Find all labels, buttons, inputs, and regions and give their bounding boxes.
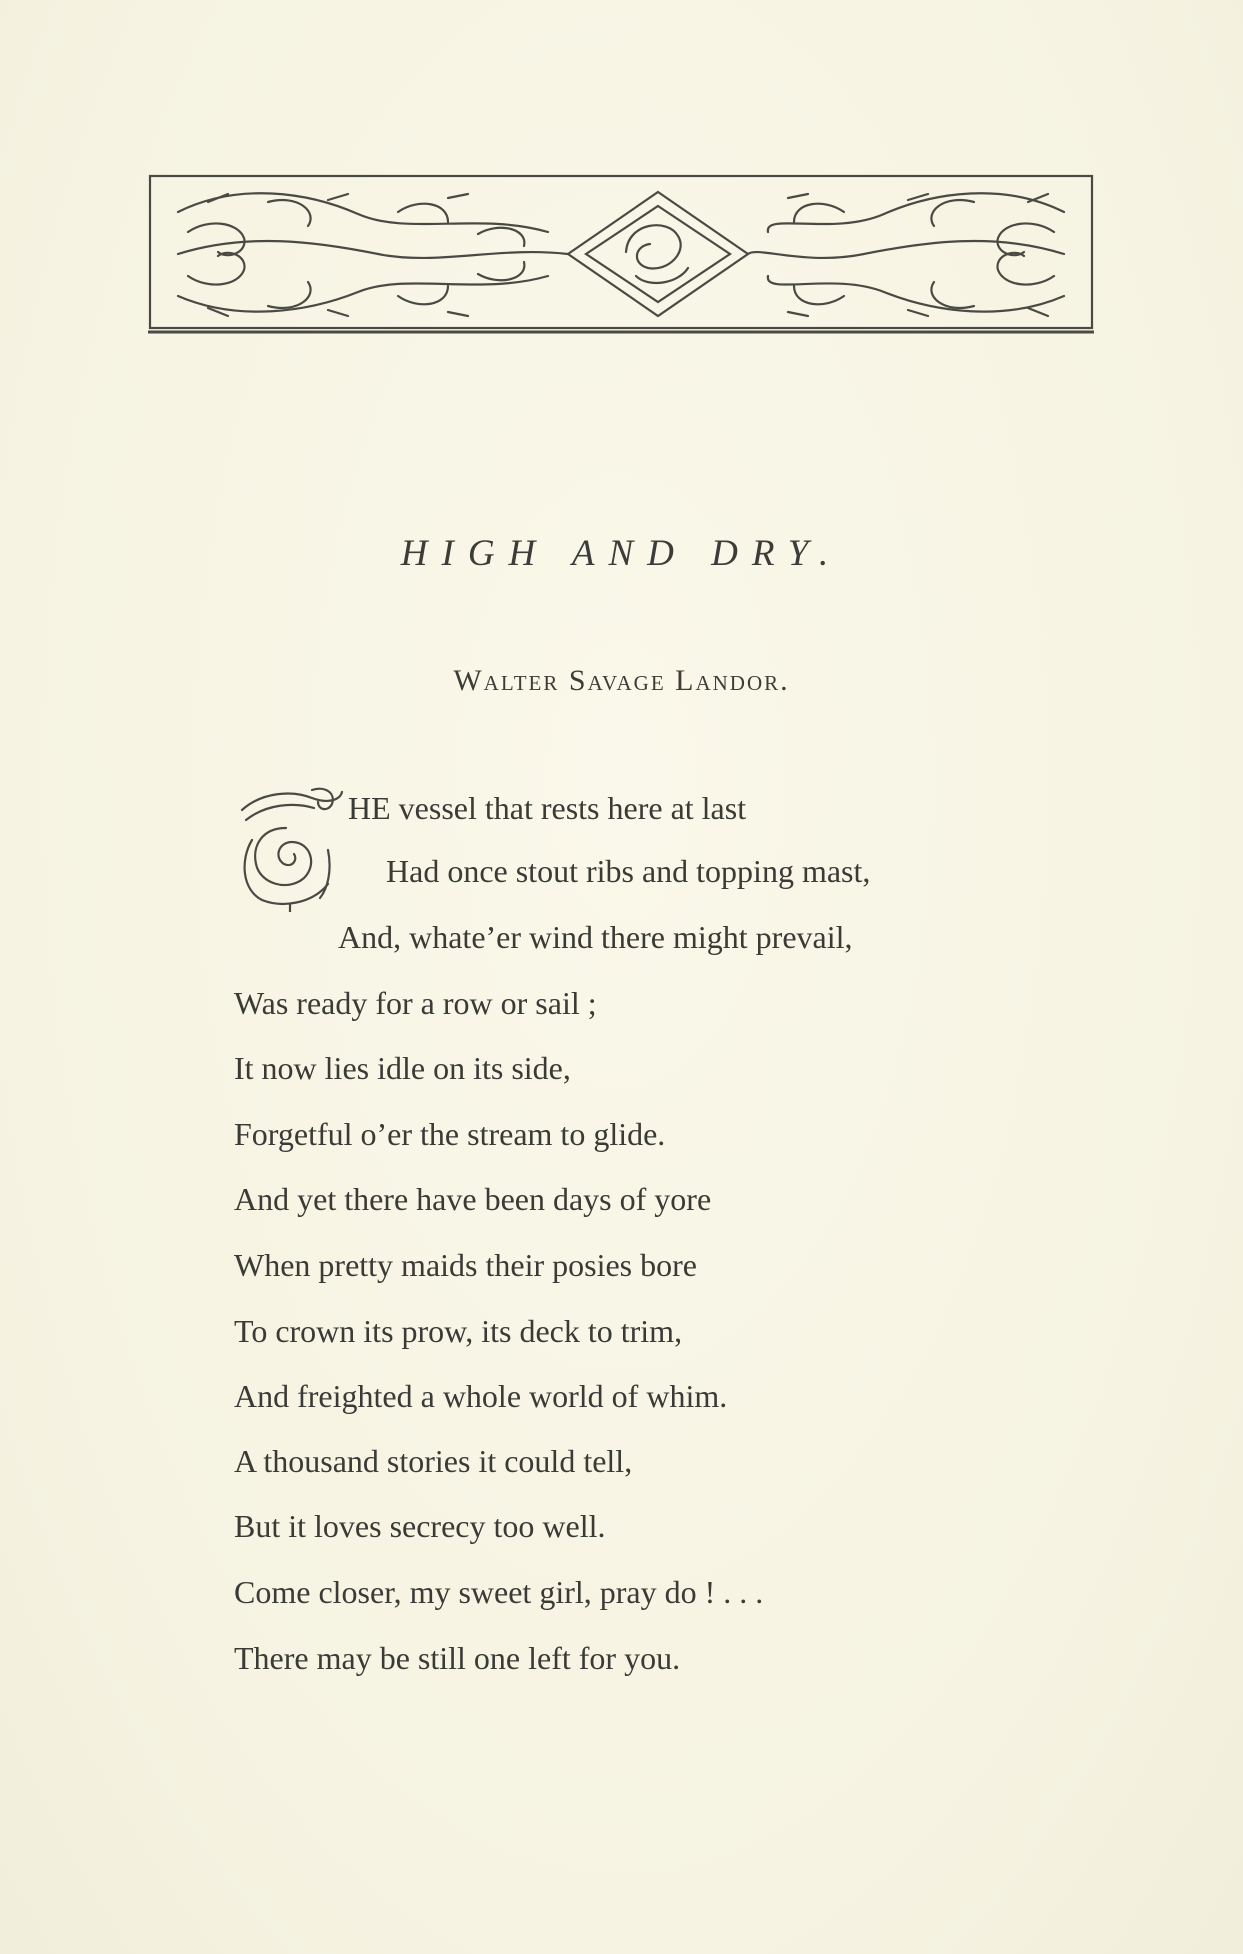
poem-line-7: And yet there have been days of yore [234,1181,712,1217]
poem-line-5: It now lies idle on its side, [234,1050,571,1086]
ornamental-headpiece [148,172,1094,338]
poem-author: Walter Savage Landor. [453,664,790,697]
poem-line-8: When pretty maids their posies bore [234,1247,697,1283]
poem-line-14: There may be still one left for you. [234,1640,681,1676]
poem-line-10: And freighted a whole world of whim. [234,1378,728,1414]
drop-cap-flourish-icon [232,780,344,912]
ornamental-initial-t [232,780,344,912]
poem-line-4: Was ready for a row or sail ; [234,985,597,1021]
poem-line-9: To crown its prow, its deck to trim, [234,1313,683,1349]
poem-line-11: A thousand stories it could tell, [234,1443,633,1479]
poem-title: HIGH AND DRY. [400,533,843,574]
poem-line-3: And, whate’er wind there might prevail, [338,919,853,955]
poem-line-13: Come closer, my sweet girl, pray do ! . . . [234,1574,764,1610]
poem-line-1: HE vessel that rests here at last [348,790,747,826]
poem-line-2: Had once stout ribs and topping mast, [386,853,871,889]
poem-line-12: But it loves secrecy too well. [234,1508,606,1544]
poem-line-6: Forgetful o’er the stream to glide. [234,1116,666,1152]
